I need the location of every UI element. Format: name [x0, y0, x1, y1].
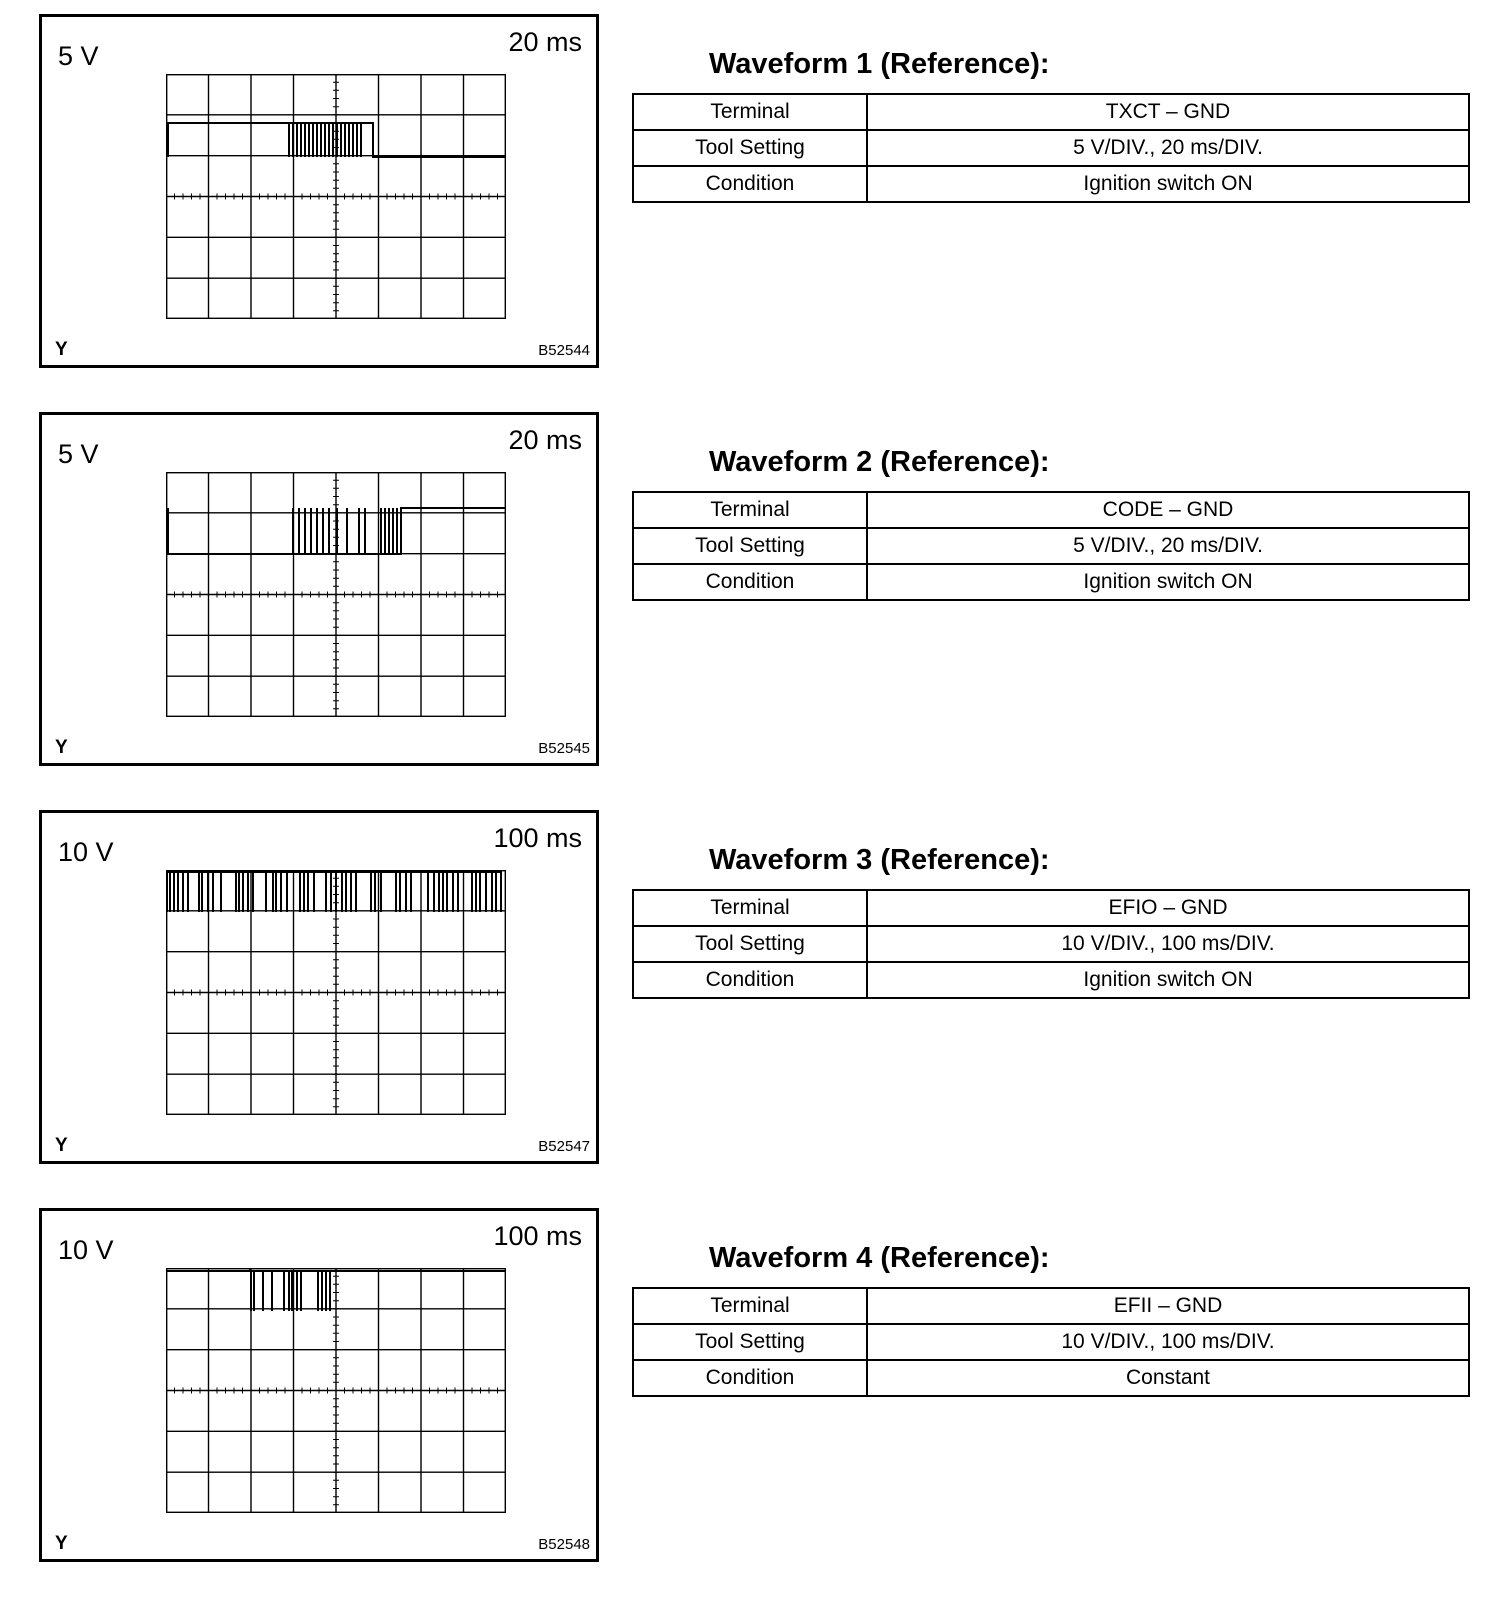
table-row [633, 492, 1469, 528]
row-key: Tool Setting [633, 1324, 867, 1360]
figure-code: B52545 [538, 740, 590, 757]
row-key: Tool Setting [633, 528, 867, 564]
time-scale-label: 100 ms [493, 1221, 582, 1251]
waveform-info-table [632, 491, 1470, 601]
y-channel-label: Y [55, 737, 68, 758]
row-value: CODE – GND [867, 492, 1469, 528]
row-value: Ignition switch ON [867, 166, 1469, 202]
row-key: Condition [633, 1360, 867, 1396]
time-scale-label: 20 ms [508, 27, 582, 57]
waveform-title: Waveform 4 (Reference): [709, 1242, 1050, 1274]
table-row [633, 890, 1469, 926]
volt-scale-label: 10 V [58, 837, 114, 867]
row-value: 5 V/DIV., 20 ms/DIV. [867, 130, 1469, 166]
row-key: Condition [633, 166, 867, 202]
row-value: 5 V/DIV., 20 ms/DIV. [867, 528, 1469, 564]
table-row [633, 1324, 1469, 1360]
scope-grid [166, 74, 506, 319]
row-key: Tool Setting [633, 130, 867, 166]
row-value: Constant [867, 1360, 1469, 1396]
waveform-title: Waveform 1 (Reference): [709, 48, 1050, 80]
waveform-title: Waveform 2 (Reference): [709, 446, 1050, 478]
table-row [633, 528, 1469, 564]
table-row [633, 926, 1469, 962]
waveform-title: Waveform 3 (Reference): [709, 844, 1050, 876]
row-value: 10 V/DIV., 100 ms/DIV. [867, 926, 1469, 962]
row-value: Ignition switch ON [867, 962, 1469, 998]
oscilloscope-screen [39, 14, 599, 368]
waveform-trace [168, 123, 506, 157]
table-row [633, 962, 1469, 998]
scope-grid [166, 472, 506, 717]
row-value: 10 V/DIV., 100 ms/DIV. [867, 1324, 1469, 1360]
row-value: TXCT – GND [867, 94, 1469, 130]
waveform-info-table [632, 93, 1470, 203]
row-key: Tool Setting [633, 926, 867, 962]
oscilloscope-screen [39, 1208, 599, 1562]
row-value: EFIO – GND [867, 890, 1469, 926]
row-key: Terminal [633, 890, 867, 926]
oscilloscope-screen [39, 810, 599, 1164]
row-key: Terminal [633, 1288, 867, 1324]
volt-scale-label: 10 V [58, 1235, 114, 1265]
table-row [633, 1360, 1469, 1396]
figure-code: B52547 [538, 1138, 590, 1155]
y-channel-label: Y [55, 1135, 68, 1156]
table-row [633, 564, 1469, 600]
figure-code: B52544 [538, 342, 590, 359]
waveform-trace [168, 508, 506, 554]
scope-grid [166, 1268, 506, 1513]
table-row [633, 1288, 1469, 1324]
waveform-row-4 [0, 1208, 1504, 1568]
y-channel-label: Y [55, 1533, 68, 1554]
row-key: Terminal [633, 492, 867, 528]
figure-code: B52548 [538, 1536, 590, 1553]
row-key: Condition [633, 962, 867, 998]
volt-scale-label: 5 V [58, 439, 99, 469]
y-channel-label: Y [55, 339, 68, 360]
row-key: Terminal [633, 94, 867, 130]
table-row [633, 94, 1469, 130]
row-key: Condition [633, 564, 867, 600]
table-row [633, 166, 1469, 202]
oscilloscope-screen [39, 412, 599, 766]
row-value: EFII – GND [867, 1288, 1469, 1324]
table-row [633, 130, 1469, 166]
waveform-row-2 [0, 412, 1504, 772]
time-scale-label: 20 ms [508, 425, 582, 455]
scope-grid [166, 870, 506, 1115]
row-value: Ignition switch ON [867, 564, 1469, 600]
waveform-row-3 [0, 810, 1504, 1170]
time-scale-label: 100 ms [493, 823, 582, 853]
waveform-row-1 [0, 14, 1504, 374]
volt-scale-label: 5 V [58, 41, 99, 71]
waveform-info-table [632, 889, 1470, 999]
waveform-info-table [632, 1287, 1470, 1397]
